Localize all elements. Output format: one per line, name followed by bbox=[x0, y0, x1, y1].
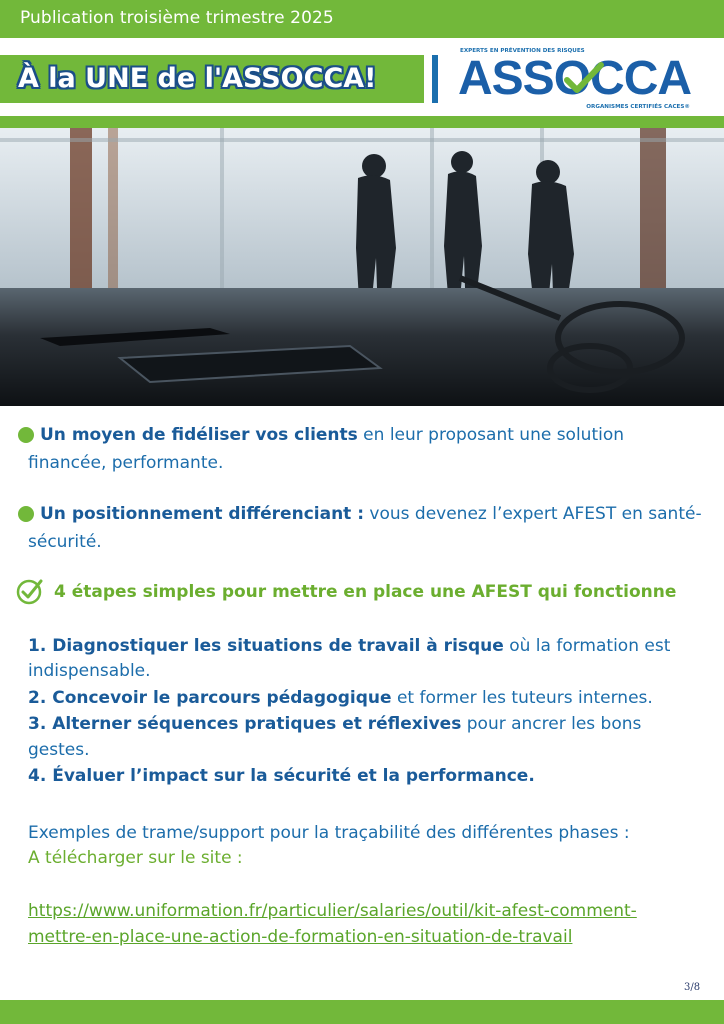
logo-check-icon bbox=[561, 62, 605, 98]
green-divider bbox=[0, 116, 724, 128]
examples-line-1: Exemples de trame/support pour la traçabilité des différentes phases : bbox=[28, 823, 630, 843]
step-2: 2. Concevoir le parcours pédagogique et former les tuteurs internes. bbox=[28, 688, 653, 708]
bullet-2-line-2: sécurité. bbox=[28, 532, 102, 552]
logo-subtitle: ORGANISMES CERTIFIÉS CACES® bbox=[586, 104, 690, 110]
step-1-line-1: 1. Diagnostiquer les situations de travail à risque où la formation est bbox=[28, 636, 671, 656]
bullet-2-line-1: Un positionnement différenciant : vous devenez l’expert AFEST en santé- bbox=[40, 504, 702, 524]
steps-heading: 4 étapes simples pour mettre en place une AFEST qui fonctionne bbox=[54, 582, 677, 602]
banner-title: À la UNE de l'ASSOCCA! bbox=[0, 55, 432, 103]
green-bullet-icon bbox=[18, 427, 34, 443]
page-number: 3/8 bbox=[684, 982, 701, 993]
download-link-line-1[interactable]: https://www.uniformation.fr/particulier/salaries/outil/kit-afest-comment- bbox=[28, 901, 637, 921]
publication-header bbox=[0, 0, 724, 38]
check-circle-icon bbox=[16, 577, 44, 605]
step-3-line-1: 3. Alterner séquences pratiques et réflexives pour ancrer les bons bbox=[28, 714, 642, 734]
step-3-line-2: gestes. bbox=[28, 740, 90, 760]
publication-label: Publication troisième trimestre 2025 bbox=[20, 8, 334, 28]
business-people-silhouettes-photo bbox=[0, 128, 724, 406]
download-link-line-2[interactable]: mettre-en-place-une-action-de-formation-en-situation-de-travail bbox=[28, 927, 573, 947]
logo-tagline: EXPERTS EN PRÉVENTION DES RISQUES bbox=[460, 48, 585, 54]
logo-wordmark: ASSOCCA bbox=[458, 52, 692, 105]
examples-line-2: A télécharger sur le site : bbox=[28, 848, 243, 868]
step-4: 4. Évaluer l’impact sur la sécurité et la performance. bbox=[28, 766, 535, 786]
bullet-1-line-2: financée, performante. bbox=[28, 453, 224, 473]
green-bullet-icon bbox=[18, 506, 34, 522]
hero-photo bbox=[0, 128, 724, 406]
bullet-1-line-1: Un moyen de fidéliser vos clients en leur proposant une solution bbox=[40, 425, 625, 445]
footer-bar bbox=[0, 1000, 724, 1024]
step-1-line-2: indispensable. bbox=[28, 661, 151, 681]
assocca-logo[interactable] bbox=[458, 48, 694, 112]
